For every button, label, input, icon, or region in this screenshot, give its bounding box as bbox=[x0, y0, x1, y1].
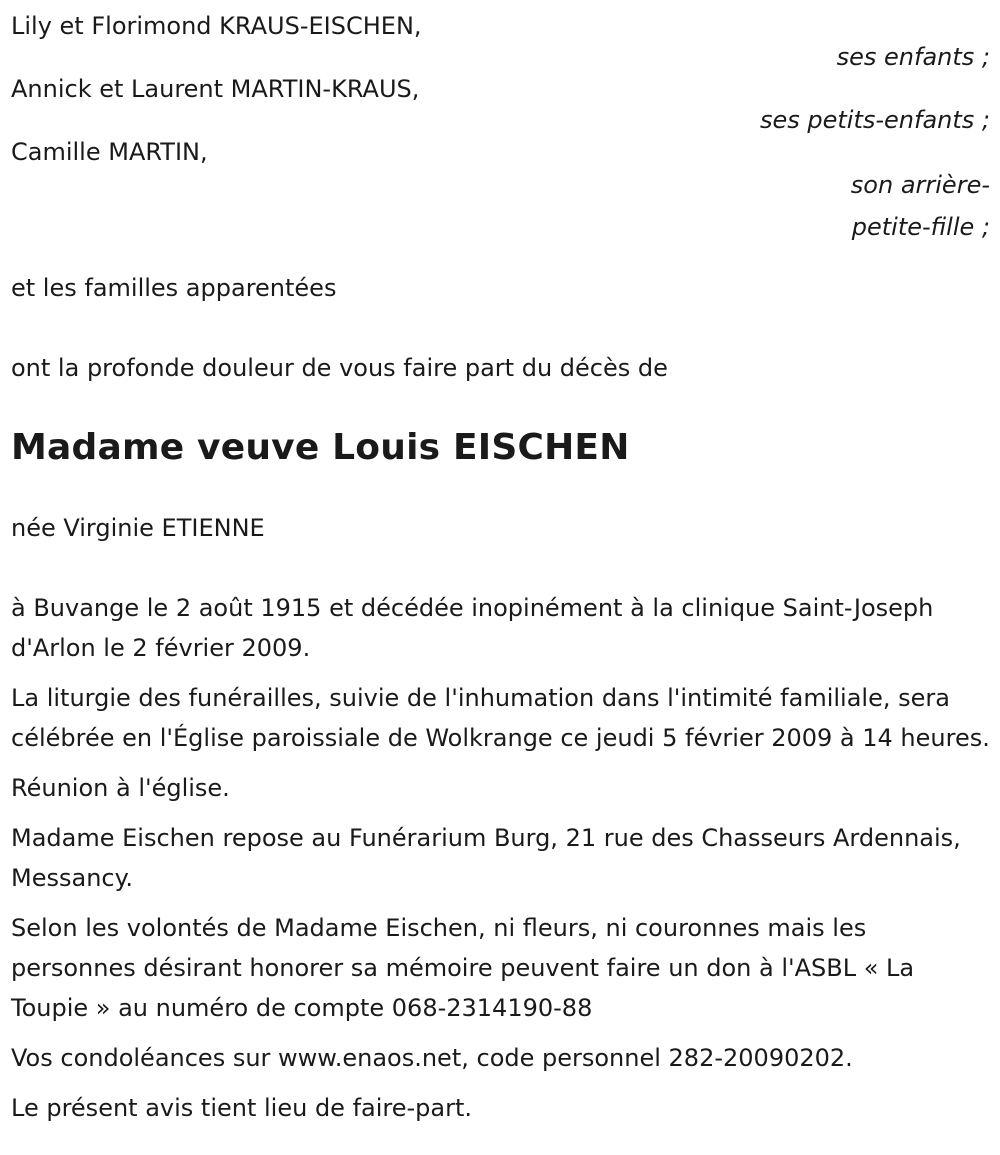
family-relation-line-1: son arrière- bbox=[850, 171, 990, 199]
funeral-paragraph: La liturgie des funérailles, suivie de l'inhumation dans l'intimité familiale, sera célébrée en l'Église paroissiale de Wolkrange ce jeudi 5 février 2009 à 14 heures. bbox=[11, 684, 990, 752]
donation-paragraph: Selon les volontés de Madame Eischen, ni fleurs, ni couronnes mais les personnes désirant honorer sa mémoire peuvent faire un don à l'ASBL « La Toupie » au numéro de compte 068-2314190-88 bbox=[11, 914, 915, 1022]
family-entry-great-grandchild bbox=[11, 134, 990, 248]
condolences-paragraph: Vos condoléances sur www.enaos.net, code personnel 282-20090202. bbox=[11, 1044, 853, 1072]
family-relation: ses petits-enfants ; bbox=[759, 106, 990, 134]
announcement: ont la profonde douleur de vous faire part du décès de bbox=[11, 354, 668, 382]
notice-paragraph: Le présent avis tient lieu de faire-part. bbox=[11, 1094, 473, 1122]
deceased-name: Madame veuve Louis EISCHEN bbox=[11, 427, 630, 468]
family-relation bbox=[11, 164, 990, 248]
meeting-paragraph: Réunion à l'église. bbox=[11, 774, 230, 802]
family-member-name: Camille MARTIN, bbox=[11, 138, 208, 166]
family-entry-grandchildren bbox=[11, 71, 990, 134]
family-relation-line-2: petite-fille ; bbox=[851, 213, 990, 241]
family-entry-children bbox=[11, 8, 990, 71]
related-families: et les familles apparentées bbox=[11, 274, 337, 302]
funerarium-paragraph: Madame Eischen repose au Funérarium Burg, 21 rue des Chasseurs Ardennais, Messancy. bbox=[11, 824, 961, 892]
family-relation: ses enfants ; bbox=[836, 43, 990, 71]
birth-death-paragraph: à Buvange le 2 août 1915 et décédée inopinément à la clinique Saint-Joseph d'Arlon le 2 février 2009. bbox=[11, 594, 934, 662]
family-member-name: Annick et Laurent MARTIN-KRAUS, bbox=[11, 75, 420, 103]
family-member-name: Lily et Florimond KRAUS-EISCHEN, bbox=[11, 12, 422, 40]
born-name: née Virginie ETIENNE bbox=[11, 514, 265, 542]
